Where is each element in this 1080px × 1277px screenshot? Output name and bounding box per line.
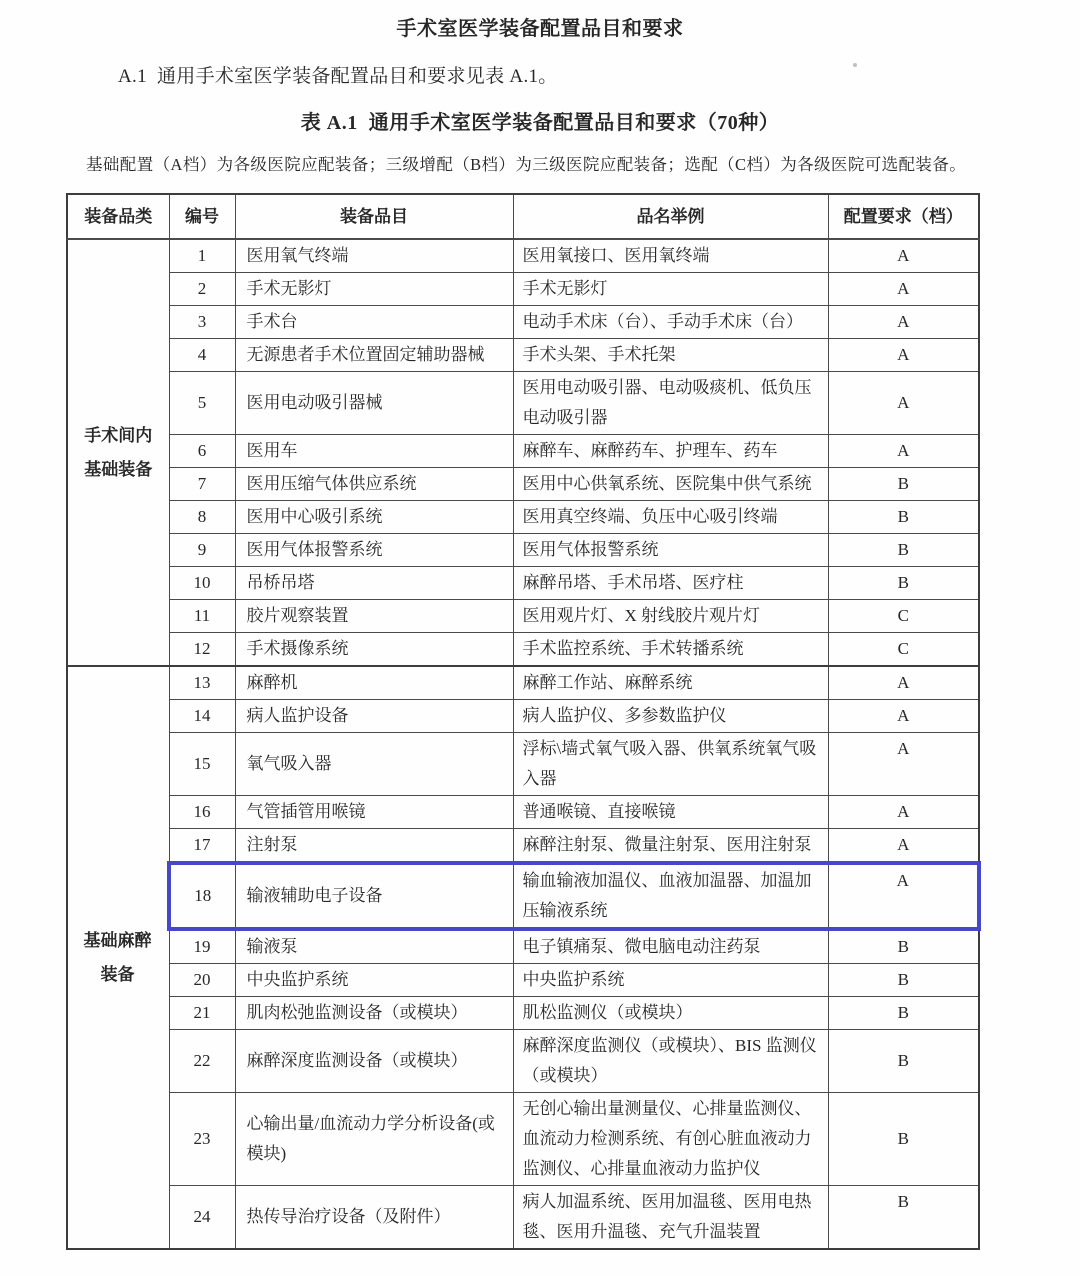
- equipment-item-cell: 无源患者手术位置固定辅助器械: [235, 339, 513, 372]
- table-row: [67, 501, 979, 534]
- product-examples-cell: 麻醉吊塔、手术吊塔、医疗柱: [513, 567, 828, 600]
- config-grade-cell: C: [828, 633, 979, 667]
- product-examples-cell: 医用氧接口、医用氧终端: [513, 239, 828, 273]
- equipment-item-cell: 热传导治疗设备（及附件）: [235, 1186, 513, 1250]
- equipment-table: [66, 193, 981, 1250]
- row-number-cell: 20: [169, 964, 235, 997]
- table-row: [67, 239, 979, 273]
- config-grade-cell: A: [828, 700, 979, 733]
- equipment-item-cell: 麻醉机: [235, 666, 513, 700]
- row-number-cell: 18: [169, 863, 235, 929]
- product-examples-cell: 麻醉深度监测仪（或模块）、BIS 监测仪（或模块）: [513, 1030, 828, 1093]
- row-number-cell: 15: [169, 733, 235, 796]
- table-row: [67, 666, 979, 700]
- table-row: [67, 796, 979, 829]
- equipment-item-cell: 中央监护系统: [235, 964, 513, 997]
- row-number-cell: 9: [169, 534, 235, 567]
- table-row: [67, 997, 979, 1030]
- table-row: [67, 339, 979, 372]
- row-number-cell: 1: [169, 239, 235, 273]
- product-examples-cell: 肌松监测仪（或模块）: [513, 997, 828, 1030]
- equipment-item-cell: 气管插管用喉镜: [235, 796, 513, 829]
- config-grade-cell: A: [828, 339, 979, 372]
- config-grade-cell: B: [828, 468, 979, 501]
- table-row: [67, 1093, 979, 1186]
- product-examples-cell: 手术监控系统、手术转播系统: [513, 633, 828, 667]
- product-examples-cell: 手术无影灯: [513, 273, 828, 306]
- table-caption: 表 A.1 通用手术室医学装备配置品目和要求（70种）: [300, 112, 780, 134]
- category-label-line: 手术间内: [84, 425, 153, 445]
- table-row: [67, 929, 979, 964]
- table-row: [67, 1186, 979, 1250]
- table-row: [67, 534, 979, 567]
- config-grade-cell: B: [828, 929, 979, 964]
- equipment-item-cell: 输液泵: [235, 929, 513, 964]
- equipment-item-cell: 医用中心吸引系统: [235, 501, 513, 534]
- config-grade-cell: B: [828, 964, 979, 997]
- table-row: [67, 863, 979, 929]
- row-number-cell: 4: [169, 339, 235, 372]
- product-examples-cell: 医用观片灯、X 射线胶片观片灯: [513, 600, 828, 633]
- category-label-line: 基础装备: [84, 459, 153, 479]
- row-number-cell: 19: [169, 929, 235, 964]
- config-grade-cell: A: [828, 829, 979, 864]
- document-title: 手术室医学装备配置品目和要求: [396, 18, 684, 40]
- product-examples-cell: 无创心输出量测量仪、心排量监测仪、血流动力检测系统、有创心脏血液动力监测仪、心排量血液动力监护仪: [513, 1093, 828, 1186]
- table-row: [67, 600, 979, 633]
- config-grade-cell: C: [828, 600, 979, 633]
- table-row: [67, 700, 979, 733]
- product-examples-cell: 中央监护系统: [513, 964, 828, 997]
- row-number-cell: 11: [169, 600, 235, 633]
- table-row: [67, 273, 979, 306]
- section-intro-text: A.1 通用手术室医学装备配置品目和要求见表 A.1。: [118, 66, 558, 87]
- table-row: [67, 733, 979, 796]
- equipment-item-cell: 氧气吸入器: [235, 733, 513, 796]
- table-row: [67, 829, 979, 864]
- product-examples-cell: 浮标\墙式氧气吸入器、供氧系统氧气吸入器: [513, 733, 828, 796]
- equipment-item-cell: 注射泵: [235, 829, 513, 864]
- product-examples-cell: 普通喉镜、直接喉镜: [513, 796, 828, 829]
- table-row: [67, 964, 979, 997]
- row-number-cell: 12: [169, 633, 235, 667]
- table-row: [67, 306, 979, 339]
- config-grade-cell: A: [828, 863, 979, 929]
- config-grade-cell: B: [828, 567, 979, 600]
- config-grade-cell: B: [828, 1093, 979, 1186]
- row-number-cell: 10: [169, 567, 235, 600]
- col-header-item: 装备品目: [235, 194, 513, 239]
- config-grade-cell: A: [828, 372, 979, 435]
- table-header: [67, 194, 979, 239]
- col-header-grade: 配置要求（档）: [828, 194, 979, 239]
- equipment-item-cell: 手术摄像系统: [235, 633, 513, 667]
- table-row: [67, 633, 979, 667]
- equipment-item-cell: 肌肉松弛监测设备（或模块）: [235, 997, 513, 1030]
- product-examples-cell: 输血输液加温仪、血液加温器、加温加压输液系统: [513, 863, 828, 929]
- scan-artifact-dot: [853, 63, 857, 67]
- product-examples-cell: 麻醉注射泵、微量注射泵、医用注射泵: [513, 829, 828, 864]
- config-grade-cell: A: [828, 435, 979, 468]
- config-grade-cell: A: [828, 666, 979, 700]
- product-examples-cell: 电子镇痛泵、微电脑电动注药泵: [513, 929, 828, 964]
- col-header-examples: 品名举例: [513, 194, 828, 239]
- row-number-cell: 13: [169, 666, 235, 700]
- config-grade-cell: B: [828, 534, 979, 567]
- category-section: [67, 239, 979, 666]
- category-label-line: 基础麻醉: [83, 930, 152, 950]
- product-examples-cell: 医用气体报警系统: [513, 534, 828, 567]
- row-number-cell: 24: [169, 1186, 235, 1250]
- category-section: [67, 666, 979, 1249]
- equipment-item-cell: 胶片观察装置: [235, 600, 513, 633]
- config-grade-cell: B: [828, 997, 979, 1030]
- product-examples-cell: 医用中心供氧系统、医院集中供气系统: [513, 468, 828, 501]
- equipment-item-cell: 医用电动吸引器械: [235, 372, 513, 435]
- product-examples-cell: 手术头架、手术托架: [513, 339, 828, 372]
- row-number-cell: 8: [169, 501, 235, 534]
- col-header-category: 装备品类: [67, 194, 169, 239]
- category-label-line: 装备: [100, 964, 135, 984]
- product-examples-cell: 医用电动吸引器、电动吸痰机、低负压电动吸引器: [513, 372, 828, 435]
- product-examples-cell: 麻醉车、麻醉药车、护理车、药车: [513, 435, 828, 468]
- table-row: [67, 1030, 979, 1093]
- equipment-item-cell: 吊桥吊塔: [235, 567, 513, 600]
- row-number-cell: 6: [169, 435, 235, 468]
- config-grade-cell: B: [828, 1030, 979, 1093]
- row-number-cell: 14: [169, 700, 235, 733]
- equipment-item-cell: 病人监护设备: [235, 700, 513, 733]
- equipment-item-cell: 手术台: [235, 306, 513, 339]
- config-grade-cell: B: [828, 501, 979, 534]
- category-cell: [67, 239, 169, 666]
- equipment-item-cell: 心输出量/血流动力学分析设备(或模块): [235, 1093, 513, 1186]
- equipment-item-cell: 医用气体报警系统: [235, 534, 513, 567]
- row-number-cell: 23: [169, 1093, 235, 1186]
- table-row: [67, 372, 979, 435]
- table-row: [67, 567, 979, 600]
- config-grade-cell: B: [828, 1186, 979, 1250]
- product-examples-cell: 病人加温系统、医用加温毯、医用电热毯、医用升温毯、充气升温装置: [513, 1186, 828, 1250]
- row-number-cell: 21: [169, 997, 235, 1030]
- product-examples-cell: 麻醉工作站、麻醉系统: [513, 666, 828, 700]
- row-number-cell: 3: [169, 306, 235, 339]
- equipment-item-cell: 输液辅助电子设备: [235, 863, 513, 929]
- equipment-item-cell: 手术无影灯: [235, 273, 513, 306]
- col-header-number: 编号: [169, 194, 235, 239]
- row-number-cell: 17: [169, 829, 235, 864]
- equipment-item-cell: 麻醉深度监测设备（或模块）: [235, 1030, 513, 1093]
- equipment-item-cell: 医用压缩气体供应系统: [235, 468, 513, 501]
- grade-legend-note: 基础配置（A档）为各级医院应配装备；三级增配（B档）为三级医院应配装备；选配（C档）为各级医院可选配装备。: [86, 155, 967, 174]
- config-grade-cell: A: [828, 306, 979, 339]
- config-grade-cell: A: [828, 273, 979, 306]
- config-grade-cell: A: [828, 733, 979, 796]
- product-examples-cell: 医用真空终端、负压中心吸引终端: [513, 501, 828, 534]
- config-grade-cell: A: [828, 239, 979, 273]
- table-row: [67, 468, 979, 501]
- table-row: [67, 435, 979, 468]
- row-number-cell: 16: [169, 796, 235, 829]
- equipment-item-cell: 医用车: [235, 435, 513, 468]
- config-grade-cell: A: [828, 796, 979, 829]
- equipment-item-cell: 医用氧气终端: [235, 239, 513, 273]
- row-number-cell: 22: [169, 1030, 235, 1093]
- row-number-cell: 7: [169, 468, 235, 501]
- product-examples-cell: 病人监护仪、多参数监护仪: [513, 700, 828, 733]
- product-examples-cell: 电动手术床（台）、手动手术床（台）: [513, 306, 828, 339]
- row-number-cell: 5: [169, 372, 235, 435]
- category-cell: [67, 666, 169, 1249]
- header-row: [67, 194, 979, 239]
- row-number-cell: 2: [169, 273, 235, 306]
